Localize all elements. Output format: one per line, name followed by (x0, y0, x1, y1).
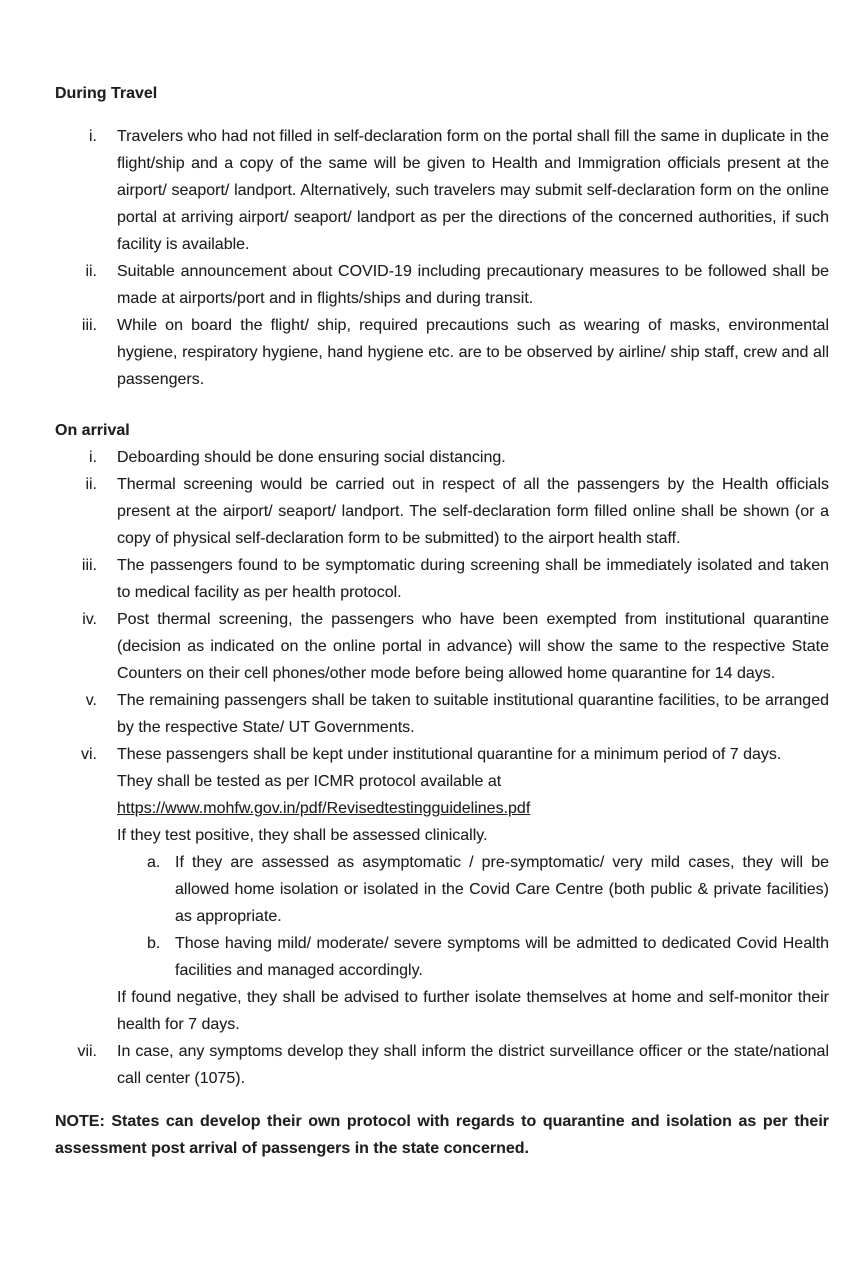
item-marker: iii. (81, 557, 97, 574)
item-marker: i. (89, 128, 97, 145)
note-paragraph: NOTE: States can develop their own protocol with regards to quarantine and isolation as per their assessment post arrival of passengers in the state concerned. (55, 1113, 829, 1157)
item-marker: ii. (85, 263, 97, 280)
item-text: In case, any symptoms develop they shall inform the district surveillance officer or the state/national call center (1075). (117, 1043, 829, 1087)
section-heading-on-arrival: On arrival (55, 422, 130, 439)
item-text: Deboarding should be done ensuring social distancing. (117, 449, 506, 466)
on-arrival-list (55, 444, 829, 1092)
item-marker: ii. (85, 476, 97, 493)
item-vi-link-line (117, 795, 829, 822)
item-marker: iii. (81, 317, 97, 334)
item-vi-positive-text: If they test positive, they shall be assessed clinically. (117, 827, 488, 844)
item-text: The remaining passengers shall be taken to suitable institutional quarantine facilities, to be arranged by the respective State/ UT Governments. (117, 692, 829, 736)
item-vi-content (117, 741, 829, 1038)
list-item (55, 471, 829, 552)
item-vi-line1: These passengers shall be kept under institutional quarantine for a minimum period of 7 days. (117, 746, 782, 763)
subitem-text: If they are assessed as asymptomatic / pre-symptomatic/ very mild cases, they will be allowed home isolation or isolated in the Covid Care Centre (both public & private facilities) as appropriate. (175, 854, 829, 925)
sublist-item (147, 849, 829, 930)
icmr-guidelines-link[interactable]: https://www.mohfw.gov.in/pdf/Revisedtestingguidelines.pdf (117, 800, 531, 817)
list-item (55, 687, 829, 741)
during-travel-list (55, 123, 829, 393)
section-heading-during-travel: During Travel (55, 85, 158, 102)
subitem-text: Those having mild/ moderate/ severe symptoms will be admitted to dedicated Covid Health facilities and managed accordingly. (175, 935, 829, 979)
item-text: While on board the flight/ ship, required precautions such as wearing of masks, environmental hygiene, respiratory hygiene, hand hygiene etc. are to be observed by airline/ ship staff, crew and all passengers. (117, 317, 829, 388)
item-marker: vi. (81, 746, 97, 763)
subitem-marker: b. (147, 935, 161, 952)
item-text: Suitable announcement about COVID-19 including precautionary measures to be followed shall be made at airports/port and in flights/ships and during transit. (117, 263, 829, 307)
item-text: The passengers found to be symptomatic during screening shall be immediately isolated and taken to medical facility as per health protocol. (117, 557, 829, 601)
list-item (55, 444, 829, 471)
list-item (55, 552, 829, 606)
list-item-vi (55, 741, 829, 1038)
list-item (55, 1038, 829, 1092)
list-item (55, 312, 829, 393)
item-text: Travelers who had not filled in self-declaration form on the portal shall fill the same in duplicate in the flight/ship and a copy of the same will be given to Health and Immigration officials present at the airport/ seaport/ landport. Alternatively, such travelers may submit self-declaration form on the online portal at arriving airport/ seaport/ landport as per the directions of the concerned authorities, if such facility is available. (117, 128, 829, 253)
sublist-item (147, 930, 829, 984)
item-vi-line2: They shall be tested as per ICMR protocol available at (117, 773, 502, 790)
item-marker: iv. (82, 611, 97, 628)
item-marker: v. (85, 692, 97, 709)
item-text: Post thermal screening, the passengers who have been exempted from institutional quarantine (decision as indicated on the online portal in advance) will show the same to the respective State Counters on their cell phones/other mode before being allowed home quarantine for 14 days. (117, 611, 829, 682)
item-text: Thermal screening would be carried out in respect of all the passengers by the Health officials present at the airport/ seaport/ landport. The self-declaration form filled online shall be shown (or a copy of physical self-declaration form to be submitted) to the airport health staff. (117, 476, 829, 547)
item-marker: i. (89, 449, 97, 466)
item-vi-sublist (117, 849, 829, 984)
item-vi-negative-text: If found negative, they shall be advised to further isolate themselves at home and self-monitor their health for 7 days. (117, 989, 829, 1033)
list-item (55, 123, 829, 258)
subitem-marker: a. (147, 854, 161, 871)
item-marker: vii. (77, 1043, 97, 1060)
list-item (55, 606, 829, 687)
list-item (55, 258, 829, 312)
